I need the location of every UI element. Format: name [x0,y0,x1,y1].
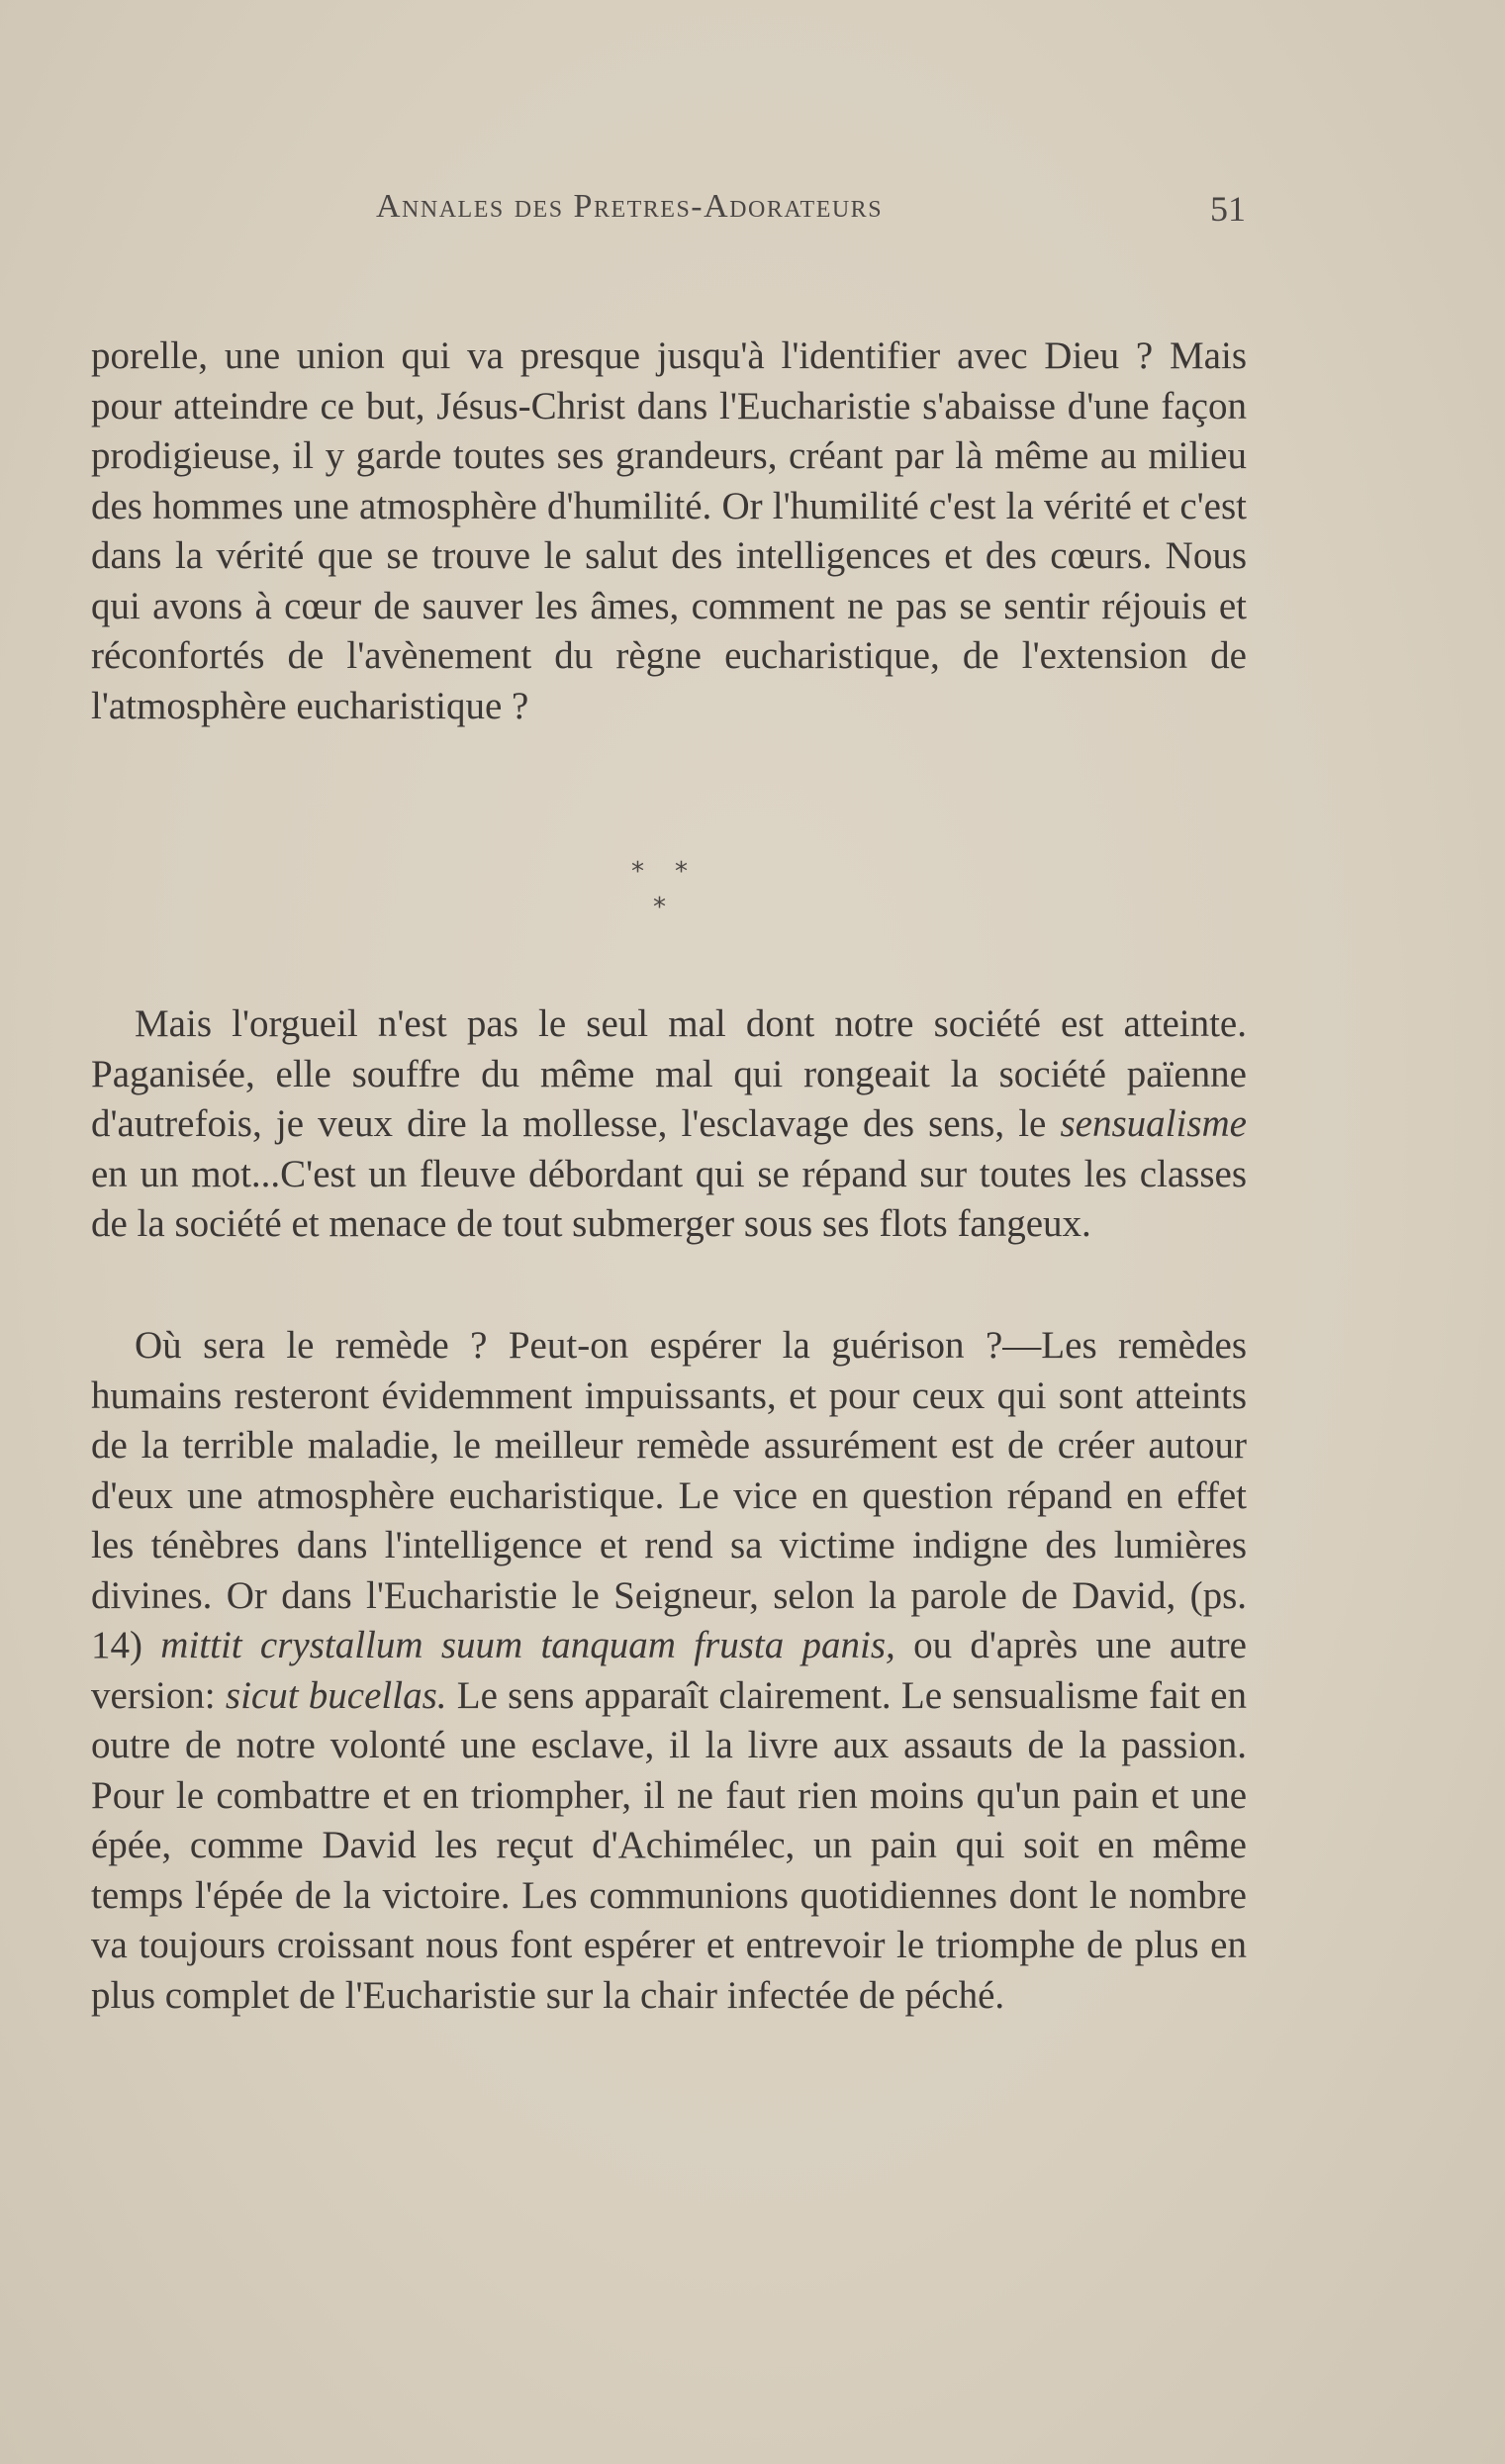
paragraph-3 [91,1321,1247,2021]
paragraph-2-before: Mais l'orgueil n'est pas le seul mal dont notre société est atteinte. Paganisée, elle souffre du même mal qui rongeait la société païenne d'autrefois, je veux dire la mollesse, l'esclavage des sens, le [91,1002,1247,1145]
paragraph-2-after: en un mot...C'est un fleuve débordant qui se répand sur toutes les classes de la société et menace de tout submerger sous ses flots fangeux. [91,1152,1247,1245]
paragraph-1 [91,332,1247,731]
paragraph-3-part1: Où sera le remède ? Peut-on espérer la guérison ?—Les remèdes humains resteront évidemment impuissants, et pour ceux qui sont atteints de la terrible maladie, le meilleur remède assurément est de créer autour d'eux une atmosphère eucharistique. Le vice en question répand en effet les ténèbres dans l'intelligence et rend sa victime indigne des lumières divines. Or dans l'Eucharistie le Seigneur, selon la parole de David, (ps. 14) [91,1324,1247,1666]
paragraph-3-part2: ou d'après une autre version: [91,1624,1247,1717]
asterisk-3: * [653,893,666,922]
paragraph-3-part3: Le sens apparaît clairement. Le sensualisme fait en outre de notre volonté une esclave, il la livre aux assauts de la passion. Pour le combattre et en triompher, il ne faut rien moins qu'un pain et une épée, comme David les reçut d'Achimélec, un pain qui soit en même temps l'épée de la victoire. Les communions quotidiennes dont le nombre va toujours croissant nous font espérer et entrevoir le triomphe de plus en plus complet de l'Eucharistie sur la chair infectée de péché. [91,1673,1247,2017]
asterisk-1: * [631,857,644,887]
paragraph-2 [91,999,1247,1250]
paragraph-3-text [91,1321,1247,2021]
latin-quote-2: sicut bucellas. [225,1673,447,1717]
asterisk-2: * [675,857,688,887]
page-number: 51 [1210,189,1246,229]
section-separator [613,857,732,936]
paragraph-1-text: porelle, une union qui va presque jusqu'à l'identifier avec Dieu ? Mais pour atteindre ce but, Jésus-Christ dans l'Eucharistie s'abaisse d'une façon prodigieuse, il y garde toutes ses grandeurs, créant par là même au milieu des hommes une atmosphère d'humilité. Or l'humilité c'est la vérité et c'est dans la vérité que se trouve le salut des intelligences et des cœurs. Nous qui avons à cœur de sauver les âmes, comment ne pas se sentir réjouis et réconfortés de l'avènement du règne eucharistique, de l'extension de l'atmosphère eucharistique ? [91,334,1247,727]
paragraph-2-italic: sensualisme [1060,1102,1247,1145]
paragraph-2-text [91,999,1247,1250]
latin-quote-1: mittit crystallum suum tanquam frusta panis, [160,1624,895,1666]
running-title: Annales des Pretres-Adorateurs [376,188,884,225]
